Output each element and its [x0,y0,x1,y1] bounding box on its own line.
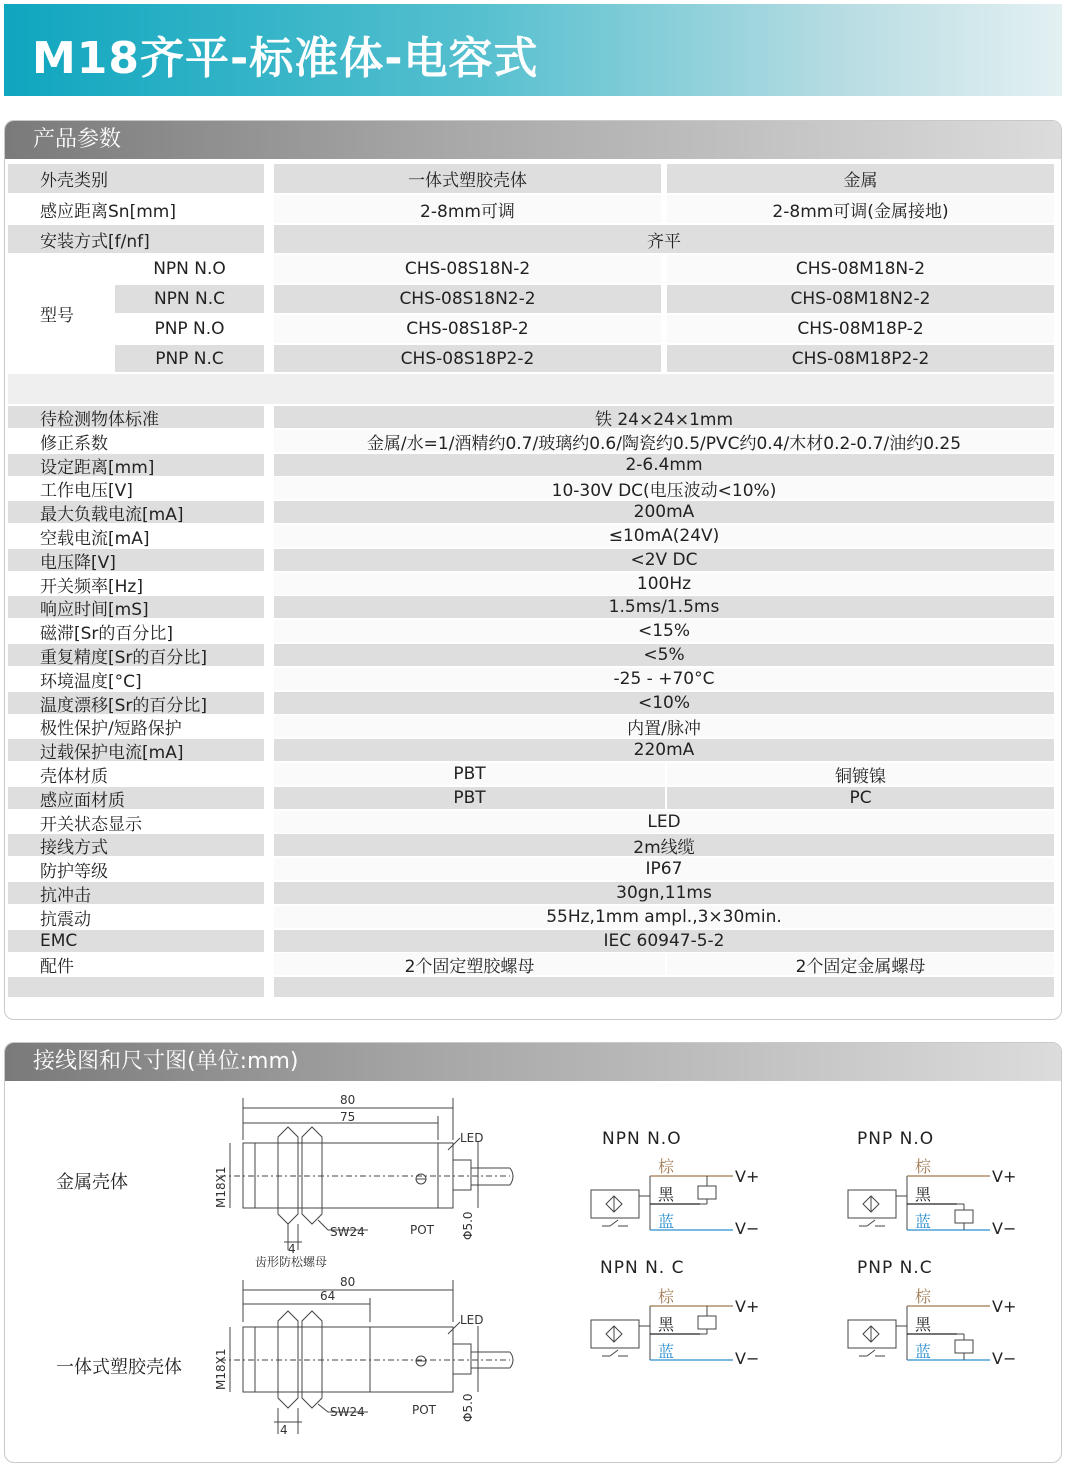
metal-housing-label: 金属壳体 [56,1172,128,1193]
wiring-heading-unit: (单位:mm) [187,1049,299,1074]
metal-dim-total: 80 [340,1093,356,1107]
spec-value: 220mA [274,739,1054,761]
metal-nut-note: 齿形防松螺母 [255,1255,328,1269]
circuit-diagram [588,1282,768,1382]
plastic-wrench: SW24 [330,1405,365,1419]
spec-label: EMC [8,930,264,952]
spec-value: <2V DC [274,549,1054,571]
spec-value: 100Hz [274,573,1054,595]
vplus-label: V+ [992,1167,1017,1186]
circuit-title-npn-nc: NPN N. C [600,1258,685,1278]
spec-label: 待检测物体标准 [8,406,264,428]
metal-cable: Φ5.0 [461,1211,475,1240]
plastic-thread-spec: M18X1 [214,1348,228,1390]
mount-label: 安装方式[f/nf] [8,225,264,253]
spec-label: 接线方式 [8,834,264,856]
model-metal-2: CHS-08M18P-2 [667,315,1054,343]
housing-metal: 金属 [667,164,1054,193]
page-title: M18齐平-标准体-电容式 [32,33,539,84]
spec-value: <15% [274,620,1054,642]
wiring-heading [5,1043,1061,1081]
model-type-1: NPN N.C [115,285,264,313]
plastic-dim-total: 80 [340,1275,356,1289]
spec-value-plastic: PBT [274,763,665,785]
model-metal-1: CHS-08M18N2-2 [667,285,1054,313]
plastic-cable: Φ5.0 [461,1393,475,1422]
spec-table-footer [8,977,264,997]
metal-dim-thread: 75 [340,1110,356,1124]
spec-value: 2-6.4mm [274,454,1054,476]
spec-value: -25 - +70°C [274,668,1054,690]
spec-label: 空载电流[mA] [8,525,264,547]
wire-black-label: 黑 [915,1185,932,1204]
spec-label: 极性保护/短路保护 [8,715,264,737]
vplus-label: V+ [992,1297,1017,1316]
spec-value: 2m线缆 [274,834,1054,856]
housing-plastic: 一体式塑胶壳体 [274,164,661,193]
spec-label: 设定距离[mm] [8,454,264,476]
spec-value: 金属/水=1/酒精约0.7/玻璃约0.6/陶瓷约0.5/PVC约0.4/木材0.2-0.7/油约0.25 [274,430,1054,452]
spec-value-metal: 铜镀镍 [667,763,1054,785]
spec-table-footer-right [274,977,1054,997]
metal-pot: POT [410,1223,435,1237]
vminus-label: V− [735,1349,760,1368]
distance-metal: 2-8mm可调(金属接地) [667,195,1054,223]
metal-dimension-drawing [210,1090,530,1275]
model-label: 型号 [8,255,113,371]
table-spacer [8,374,1054,404]
metal-thread-spec: M18X1 [214,1166,228,1208]
spec-label: 过载保护电流[mA] [8,739,264,761]
distance-label: 感应距离Sn[mm] [8,195,264,223]
model-metal-0: CHS-08M18N-2 [667,255,1054,283]
spec-label: 防护等级 [8,858,264,880]
spec-value-metal: PC [667,787,1054,809]
plastic-dim-thread: 64 [320,1289,336,1303]
spec-label: 磁滞[Sr的百分比] [8,620,264,642]
vplus-label: V+ [735,1167,760,1186]
spec-value: 10-30V DC(电压波动<10%) [274,477,1054,499]
model-type-2: PNP N.O [115,315,264,343]
wiring-heading-text: 接线图和尺寸图 [33,1049,188,1074]
vplus-label: V+ [735,1297,760,1316]
wire-black-label: 黑 [658,1185,675,1204]
spec-label: 配件 [8,953,264,975]
plastic-pot: POT [412,1403,437,1417]
wire-blue-label: 蓝 [915,1212,932,1231]
vminus-label: V− [992,1219,1017,1238]
spec-value: <5% [274,644,1054,666]
housing-type-label: 外壳类别 [8,164,264,193]
metal-led: LED [460,1131,484,1145]
wire-brown-label: 棕 [658,1157,675,1176]
circuit-title-pnp-nc: PNP N.C [857,1258,933,1278]
circuit-diagram [845,1152,1025,1252]
wire-blue-label: 蓝 [658,1212,675,1231]
spec-value: 铁 24×24×1mm [274,406,1054,428]
spec-label: 感应面材质 [8,787,264,809]
wire-black-label: 黑 [658,1315,675,1334]
spec-value: 1.5ms/1.5ms [274,596,1054,618]
spec-value: 内置/脉冲 [274,715,1054,737]
spec-label: 最大负载电流[mA] [8,501,264,523]
distance-plastic: 2-8mm可调 [274,195,661,223]
spec-label: 工作电压[V] [8,477,264,499]
spec-value-plastic: 2个固定塑胶螺母 [274,953,665,975]
spec-label: 电压降[V] [8,549,264,571]
model-metal-3: CHS-08M18P2-2 [667,345,1054,372]
circuit-diagram [845,1282,1025,1382]
spec-label: 环境温度[°C] [8,668,264,690]
spec-value: LED [274,811,1054,833]
mount-value: 齐平 [274,225,1054,253]
wire-blue-label: 蓝 [658,1342,675,1361]
model-plastic-3: CHS-08S18P2-2 [274,345,661,372]
spec-value: IEC 60947-5-2 [274,930,1054,952]
spec-label: 温度漂移[Sr的百分比] [8,692,264,714]
spec-label: 抗震动 [8,906,264,928]
vminus-label: V− [992,1349,1017,1368]
circuit-title-pnp-no: PNP N.O [857,1129,935,1149]
spec-value-metal: 2个固定金属螺母 [667,953,1054,975]
spec-value: 55Hz,1mm ampl.,3×30min. [274,906,1054,928]
model-plastic-2: CHS-08S18P-2 [274,315,661,343]
spec-value: 200mA [274,501,1054,523]
model-type-0: NPN N.O [115,255,264,283]
spec-label: 壳体材质 [8,763,264,785]
spec-label: 开关状态显示 [8,811,264,833]
wire-black-label: 黑 [915,1315,932,1334]
wire-brown-label: 棕 [915,1157,932,1176]
wire-blue-label: 蓝 [915,1342,932,1361]
plastic-nut: 4 [280,1423,288,1437]
wiring-panel [4,1042,1062,1463]
spec-value: 30gn,11ms [274,882,1054,904]
spec-label: 抗冲击 [8,882,264,904]
plastic-led: LED [460,1313,484,1327]
metal-nut: 4 [288,1242,296,1256]
plastic-housing-label: 一体式塑胶壳体 [56,1357,182,1378]
wire-brown-label: 棕 [658,1287,675,1306]
spec-value: <10% [274,692,1054,714]
spec-value: IP67 [274,858,1054,880]
circuit-title-npn-no: NPN N.O [602,1129,682,1149]
spec-value-plastic: PBT [274,787,665,809]
model-plastic-1: CHS-08S18N2-2 [274,285,661,313]
spec-value: ≤10mA(24V) [274,525,1054,547]
params-heading: 产品参数 [5,121,1061,159]
wire-brown-label: 棕 [915,1287,932,1306]
spec-label: 重复精度[Sr的百分比] [8,644,264,666]
spec-label: 响应时间[mS] [8,596,264,618]
plastic-dimension-drawing [210,1272,530,1442]
title-banner [4,4,1062,96]
vminus-label: V− [735,1219,760,1238]
model-plastic-0: CHS-08S18N-2 [274,255,661,283]
spec-label: 修正系数 [8,430,264,452]
spec-label: 开关频率[Hz] [8,573,264,595]
metal-wrench: SW24 [330,1225,365,1239]
model-type-3: PNP N.C [115,345,264,372]
circuit-diagram [588,1152,768,1252]
